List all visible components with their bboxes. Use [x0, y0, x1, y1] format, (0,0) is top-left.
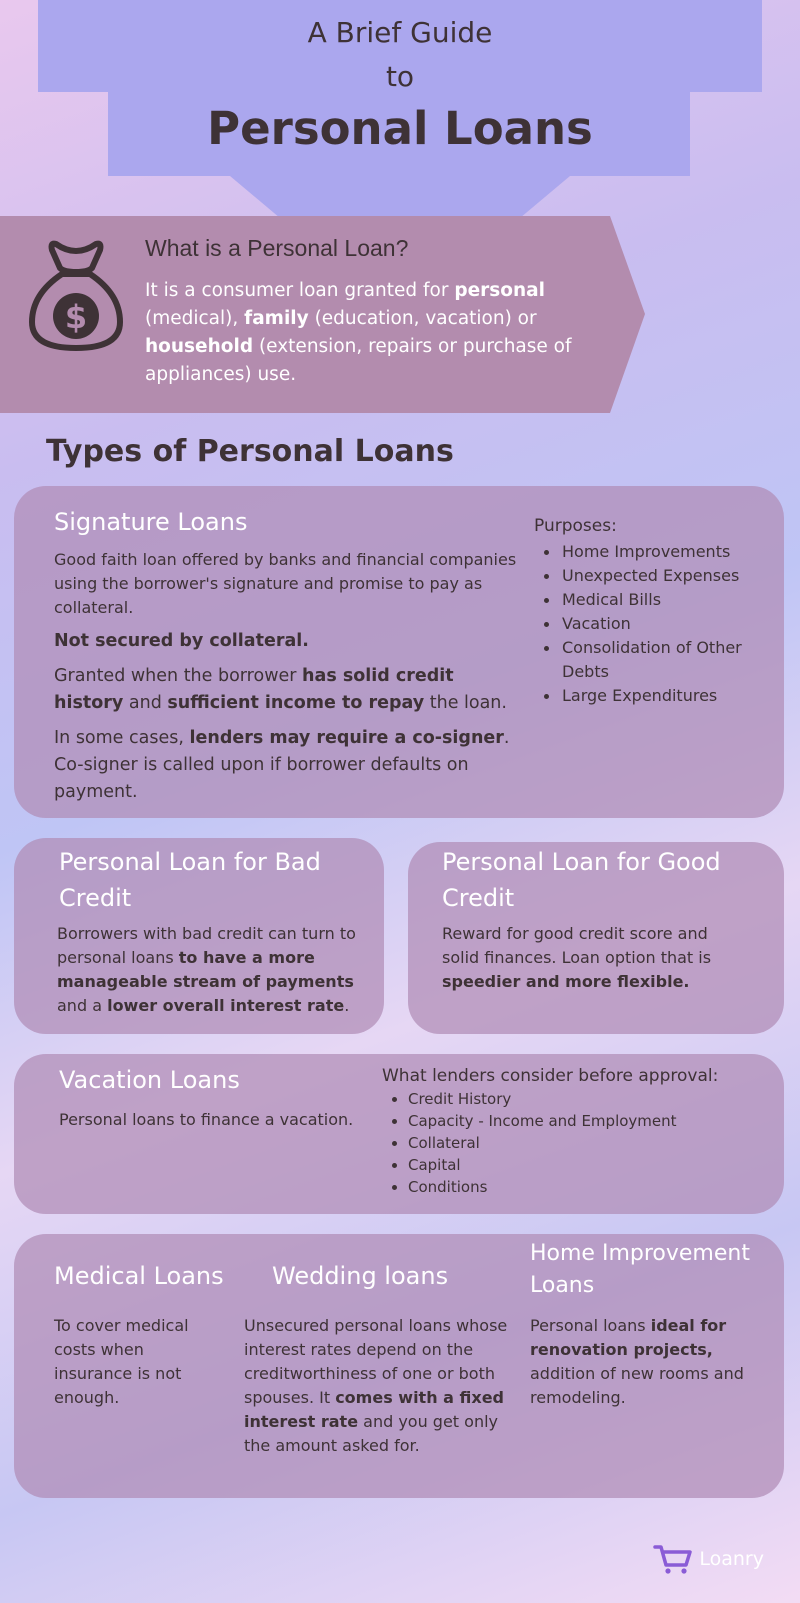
vacation-title: Vacation Loans: [59, 1066, 240, 1094]
svg-text:$: $: [64, 298, 88, 336]
header-line-1: A Brief Guide: [307, 16, 493, 49]
page-title: Personal Loans: [207, 102, 593, 155]
list-item: Large Expenditures: [534, 684, 769, 708]
intro-title: What is a Personal Loan?: [145, 235, 409, 261]
list-item: Capital: [382, 1154, 772, 1176]
considers-label: What lenders consider before approval:: [382, 1066, 719, 1086]
vacation-text: Personal loans to finance a vacation.: [59, 1110, 354, 1129]
bad-credit-text: Borrowers with bad credit can turn to personal loans to have a more manageable stream of payments and a lower overall interest rate.: [57, 924, 356, 1015]
list-item: Vacation: [534, 612, 769, 636]
home-text: Personal loans ideal for renovation projects, addition of new rooms and remodeling.: [530, 1316, 744, 1407]
bad-credit-title: Personal Loan for Bad Credit: [59, 848, 321, 912]
signature-loans-card: [14, 486, 784, 818]
money-bag-icon: [26, 236, 126, 354]
header-line-2: to: [385, 60, 415, 93]
bad-credit-card: [14, 838, 384, 1034]
signature-title: Signature Loans: [54, 508, 248, 536]
intro-text: It is a consumer loan granted for personal (medical), family (education, vacation) or household (extension, repairs or purchase of appliances) use.: [145, 280, 572, 385]
list-item: Unexpected Expenses: [534, 564, 769, 588]
good-credit-text: Reward for good credit score and solid finances. Loan option that is speedier and more flexible.: [442, 924, 712, 991]
cart-icon: [653, 1543, 693, 1575]
signature-text: Good faith loan offered by banks and financial companies using the borrower's signature and promise to pay as collateral. Not secured by collateral. Granted when the borrower has solid credit history and sufficient income to repay the loan. In some cases, lenders may require a co-signer. Co-signer is called upon if borrower defaults on payment.: [54, 550, 517, 802]
list-item: Conditions: [382, 1176, 772, 1198]
other-loans-card: [14, 1234, 784, 1498]
list-item: Medical Bills: [534, 588, 769, 612]
purposes-label: Purposes:: [534, 516, 617, 536]
list-item: Credit History: [382, 1088, 772, 1110]
good-credit-card: [408, 842, 784, 1034]
home-title: Home Improvement Loans: [530, 1241, 750, 1298]
purposes-list: [534, 540, 769, 708]
types-heading: Types of Personal Loans: [46, 434, 454, 469]
wedding-text: Unsecured personal loans whose interest rates depend on the creditworthiness of one or both spouses. It comes with a fixed interest rate and you get only the amount asked for.: [244, 1316, 508, 1455]
brand-name: Loanry: [699, 1548, 764, 1570]
good-credit-title: Personal Loan for Good Credit: [442, 848, 721, 912]
medical-title: Medical Loans: [54, 1262, 224, 1290]
brand-logo[interactable]: [653, 1543, 764, 1575]
considers-list: [382, 1088, 772, 1198]
wedding-title: Wedding loans: [272, 1262, 449, 1290]
medical-text: To cover medical costs when insurance is not enough.: [54, 1316, 189, 1407]
list-item: Collateral: [382, 1132, 772, 1154]
vacation-loans-card: [14, 1054, 784, 1214]
list-item: Capacity - Income and Employment: [382, 1110, 772, 1132]
list-item: Home Improvements: [534, 540, 769, 564]
list-item: Consolidation of Other Debts: [534, 636, 769, 684]
